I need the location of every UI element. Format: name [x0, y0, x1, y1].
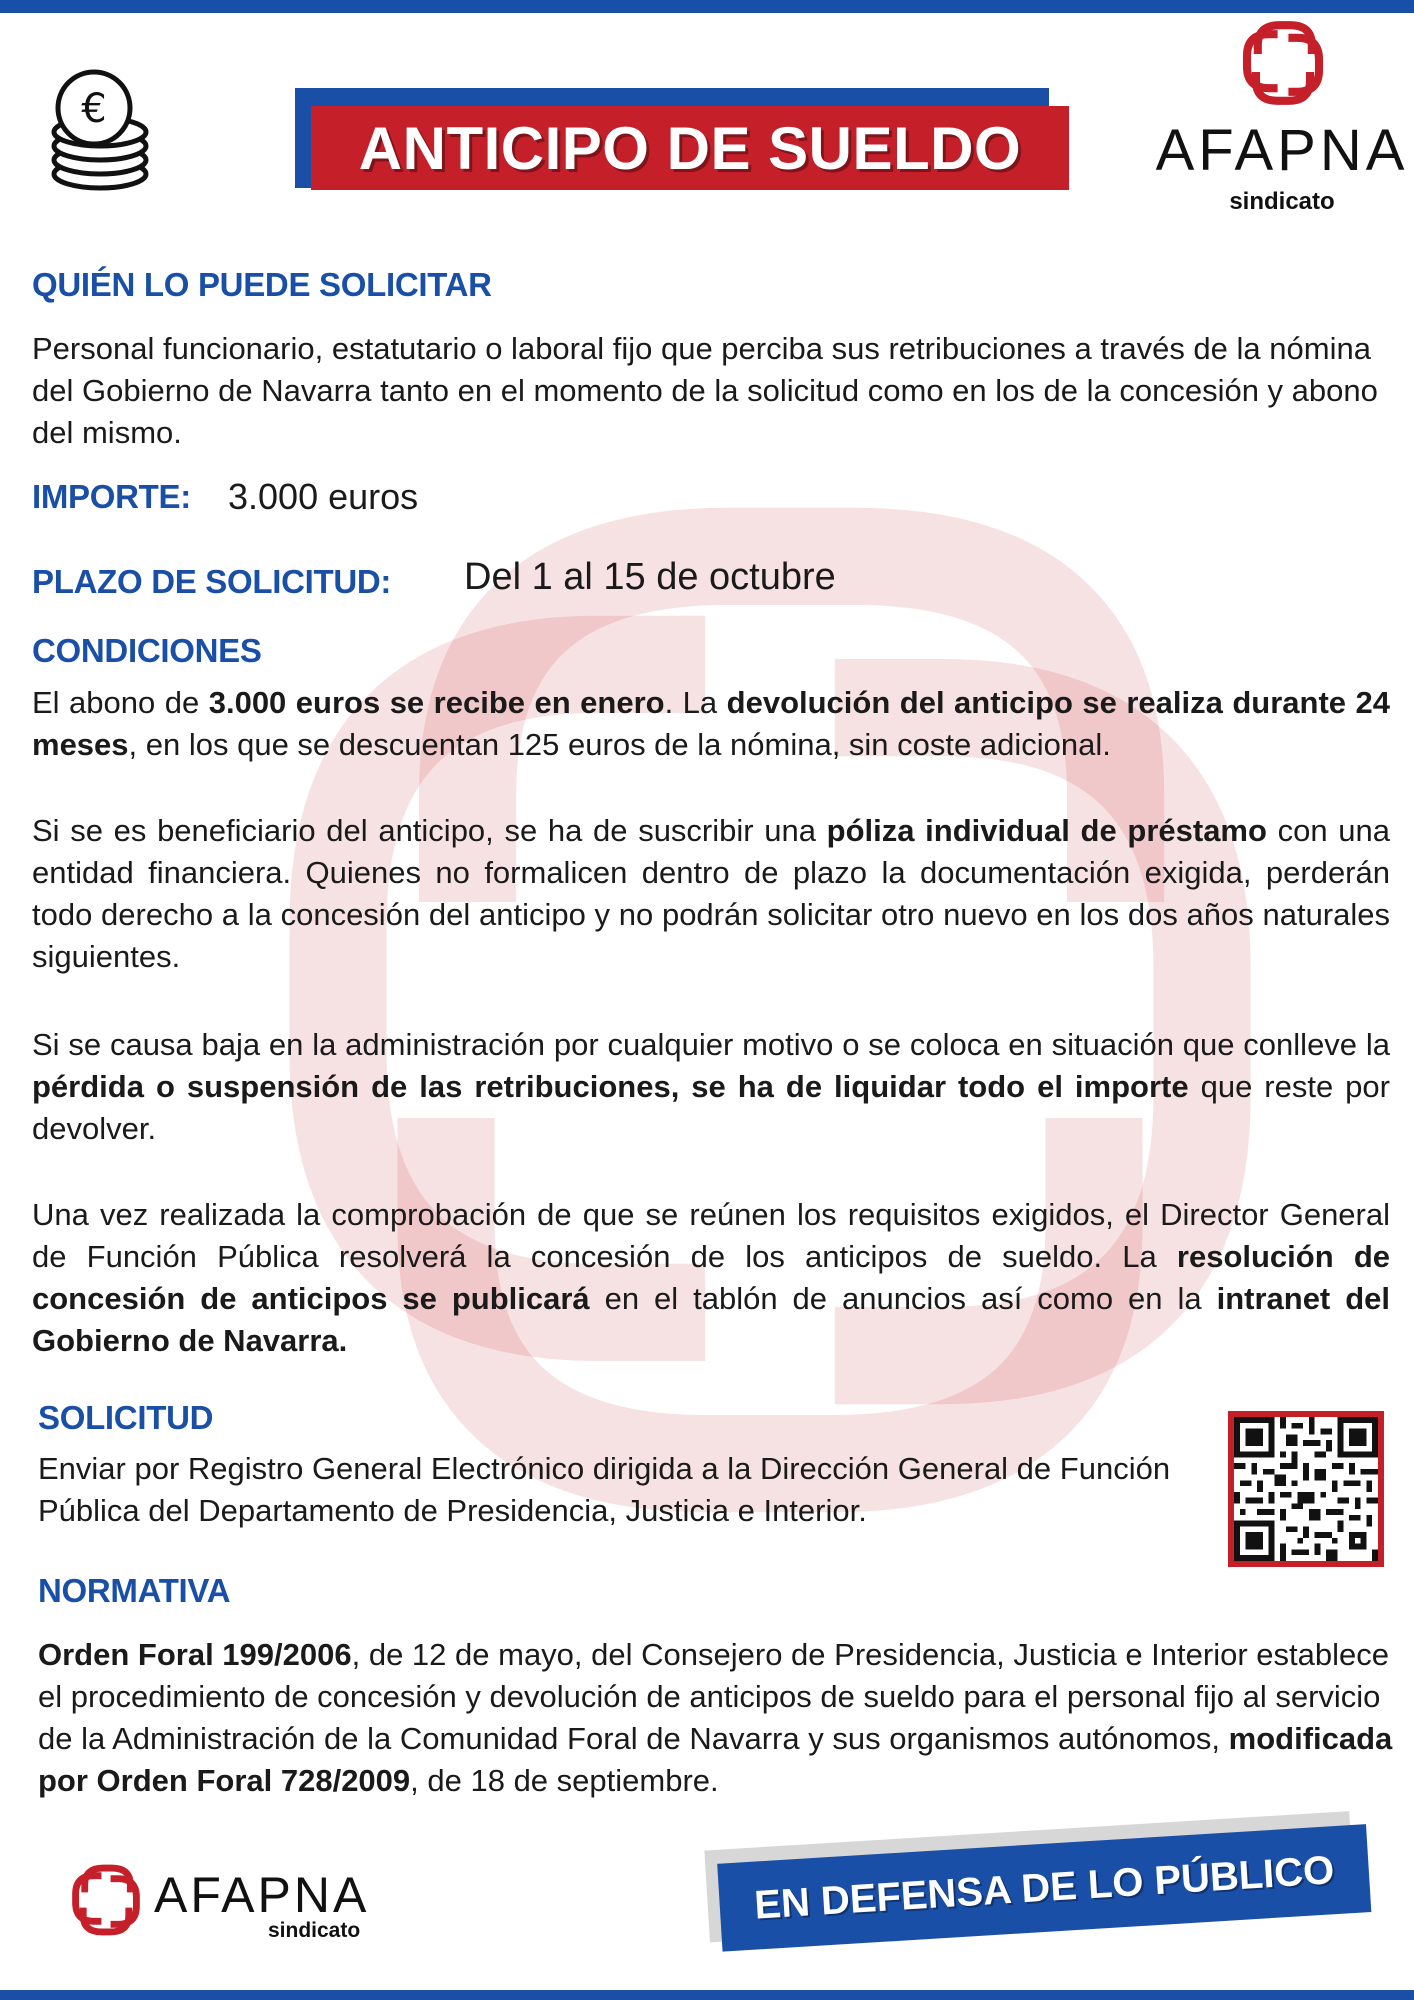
logo-tagline-text: sindicato: [1229, 188, 1335, 215]
qr-code[interactable]: [1228, 1411, 1384, 1567]
title-banner: [295, 88, 1065, 192]
svg-text:€: €: [81, 86, 107, 132]
qr-code-icon: [1234, 1417, 1378, 1561]
condiciones-paragraph-3: Si se causa baja en la administración por cualquier motivo o se coloca en situación que conlleve la pérdida o suspensión de las retribuciones, se ha de liquidar todo el importe que reste por devolver.: [32, 1027, 1390, 1146]
afapna-logo: [1150, 18, 1414, 215]
plazo-label: PLAZO DE SOLICITUD:: [32, 563, 392, 600]
afapna-logo-icon: [68, 1862, 144, 1938]
normativa-heading: NORMATIVA: [38, 1572, 231, 1609]
euro-coins-icon: [44, 68, 154, 194]
importe-label: IMPORTE:: [32, 478, 191, 515]
afapna-logo-icon: [1238, 18, 1328, 108]
condiciones-paragraph-2: Si se es beneficiario del anticipo, se ha de suscribir una póliza individual de préstamo con una entidad financiera. Quienes no formalicen dentro de plazo la documentación exigida, perderán todo derecho a la concesión del anticipo y no podrán solicitar otro nuevo en los dos años naturales siguientes.: [32, 813, 1390, 974]
plazo-value: Del 1 al 15 de octubre: [464, 556, 836, 598]
footer-logo-brand-text: AFAPNA: [154, 1867, 370, 1923]
page-title: ANTICIPO DE SUELDO: [311, 106, 1069, 190]
condiciones-paragraph-4: Una vez realizada la comprobación de que se reúnen los requisitos exigidos, el Director General de Función Pública resolverá la concesión de los anticipos de sueldo. La resolución de concesión de anticipos se publicará en el tablón de anuncios así como en la intranet del Gobierno de Navarra.: [32, 1197, 1390, 1358]
quien-text: Personal funcionario, estatutario o laboral fijo que perciba sus retribuciones a través de la nómina del Gobierno de Navarra tanto en el momento de la solicitud como en los de la concesión y abono del mismo.: [32, 331, 1378, 450]
afapna-footer-logo: [68, 1862, 398, 1942]
normativa-text: Orden Foral 199/2006, de 12 de mayo, del Consejero de Presidencia, Justicia e Interior establece el procedimiento de concesión y devolución de anticipos de sueldo para el personal fijo al servicio de la Administración de la Comunidad Foral de Navarra y sus organismos autónomos, modificada por Orden Foral 728/2009, de 18 de septiembre.: [38, 1637, 1393, 1798]
solicitud-text: Enviar por Registro General Electrónico dirigida a la Dirección General de Función Pública del Departamento de Presidencia, Justicia e Interior.: [38, 1451, 1171, 1528]
solicitud-heading: SOLICITUD: [38, 1399, 214, 1436]
logo-brand-text: AFAPNA: [1155, 118, 1409, 183]
importe-value: 3.000 euros: [228, 476, 419, 517]
condiciones-heading: CONDICIONES: [32, 632, 262, 669]
condiciones-paragraph-1: El abono de 3.000 euros se recibe en enero. La devolución del anticipo se realiza durante 24 meses, en los que se descuentan 125 euros de la nómina, sin coste adicional.: [32, 685, 1390, 762]
footer-logo-tagline-text: sindicato: [268, 1919, 361, 1942]
slogan-banner: [704, 1810, 1381, 1991]
slogan-text: EN DEFENSA DE LO PÚBLICO: [717, 1824, 1371, 1952]
quien-heading: QUIÉN LO PUEDE SOLICITAR: [32, 266, 492, 303]
